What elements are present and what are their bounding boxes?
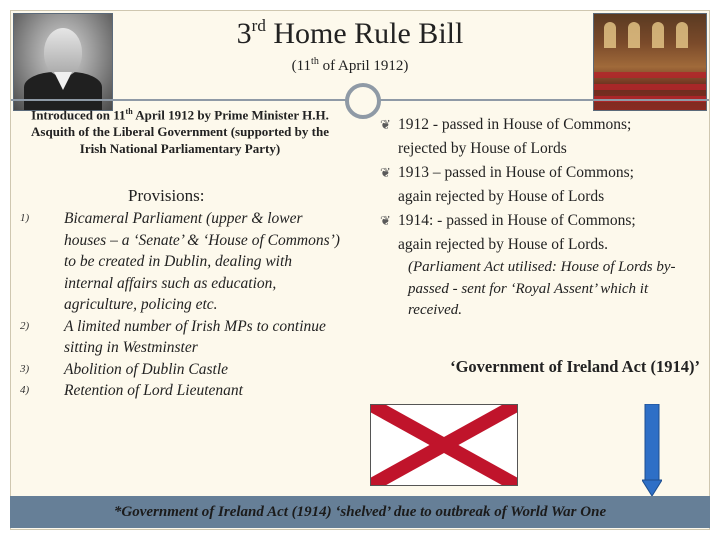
provision-item xyxy=(20,316,340,359)
provision-text: Abolition of Dublin Castle xyxy=(64,360,229,378)
timeline-line-2: rejected by House of Lords xyxy=(398,140,567,157)
provisions-heading: Provisions: xyxy=(128,186,205,205)
provision-number: 1) xyxy=(20,212,30,224)
intro-ordinal: th xyxy=(125,107,133,116)
title-ordinal: rd xyxy=(251,16,266,35)
parliament-act-note: (Parliament Act utilised: House of Lords by-passed - sent for ‘Royal Assent’ which it received. xyxy=(408,259,676,318)
subtitle-post: of April 1912) xyxy=(318,58,409,74)
arrow-head xyxy=(642,480,662,496)
timeline-list xyxy=(378,113,688,322)
saint-patricks-saltire-flag xyxy=(370,404,518,486)
provision-number: 3) xyxy=(20,362,30,375)
timeline-text xyxy=(398,113,688,161)
arrow-shaft xyxy=(645,404,659,484)
bullet-icon: ❦ xyxy=(380,213,391,228)
provision-number: 2) xyxy=(20,319,30,332)
provisions-list xyxy=(20,208,340,402)
intro-post: April 1912 by Prime Minister H.H. Asquith of the Liberal Government (supported by the Irish National Parliamentary Party) xyxy=(31,107,329,157)
timeline-line-1: 1913 – passed in House of Commons; xyxy=(398,164,634,181)
down-arrow-icon xyxy=(642,404,662,496)
provision-text: A limited number of Irish MPs to continue sitting in Westminster xyxy=(64,317,326,356)
timeline-item xyxy=(378,209,688,257)
provision-item xyxy=(20,359,340,381)
timeline-line-1: 1912 - passed in House of Commons; xyxy=(398,116,632,133)
provision-text: Bicameral Parliament (upper & lower houses – a ‘Senate’ & ‘House of Commons’) to be created in Dublin, dealing with internal affairs such as education, agriculture, policing etc. xyxy=(64,210,340,313)
timeline-line-2: again rejected by House of Lords xyxy=(398,188,605,205)
intro-text xyxy=(30,103,330,157)
bullet-icon: ❦ xyxy=(380,165,391,180)
timeline-line-1: 1914: - passed in House of Commons; xyxy=(398,212,636,229)
act-title: ‘Government of Ireland Act (1914)’ xyxy=(450,357,700,376)
slide-subtitle xyxy=(0,56,710,75)
timeline-item xyxy=(378,113,688,161)
subtitle-ordinal: th xyxy=(311,56,319,67)
timeline-line-2: again rejected by House of Lords. xyxy=(398,236,609,253)
provision-item xyxy=(20,380,340,402)
timeline-text xyxy=(398,209,688,257)
intro-pre: Introduced on 11 xyxy=(31,107,126,123)
timeline-item xyxy=(378,161,688,209)
bullet-icon: ❦ xyxy=(380,117,391,132)
chamber-bench xyxy=(594,84,706,90)
title-number: 3 xyxy=(236,17,252,50)
footer-banner xyxy=(10,496,710,528)
divider-circle xyxy=(345,83,381,119)
provision-text: Retention of Lord Lieutenant xyxy=(64,382,243,399)
title-text: Home Rule Bill xyxy=(265,17,464,50)
provision-number: 4) xyxy=(20,384,30,396)
timeline-text xyxy=(398,161,688,209)
footer-text: *Government of Ireland Act (1914) ‘shelved’ due to outbreak of World War One xyxy=(113,503,607,520)
subtitle-pre: (11 xyxy=(291,58,312,74)
provision-item xyxy=(20,208,340,316)
slide-title xyxy=(0,16,710,51)
